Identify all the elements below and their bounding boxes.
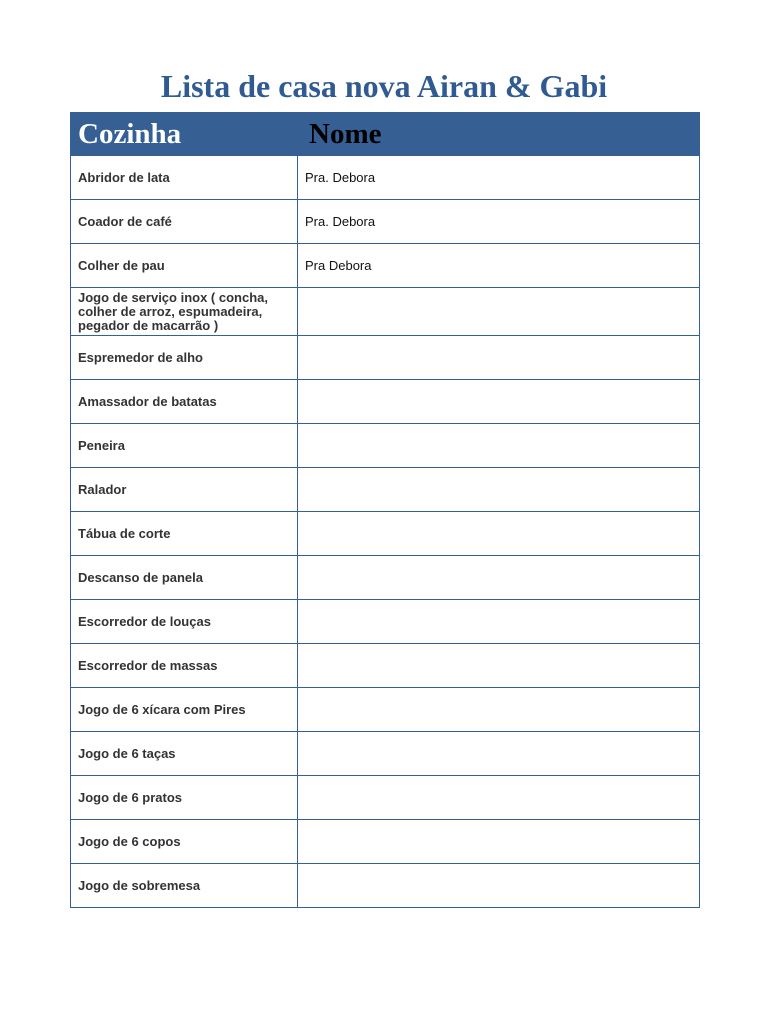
table-row [71,380,700,424]
name-cell[interactable] [298,820,700,864]
table-row [71,244,700,288]
name-cell[interactable] [298,512,700,556]
table-row [71,468,700,512]
table-row [71,688,700,732]
name-cell[interactable]: Pra Debora [298,244,700,288]
table-row [71,732,700,776]
name-cell[interactable] [298,776,700,820]
table-row [71,156,700,200]
name-cell[interactable] [298,424,700,468]
item-cell: Tábua de corte [71,512,298,556]
table-row [71,600,700,644]
item-cell: Jogo de 6 pratos [71,776,298,820]
name-cell[interactable]: Pra. Debora [298,156,700,200]
gift-list-table [70,112,700,908]
item-cell: Jogo de 6 xícara com Pires [71,688,298,732]
name-cell[interactable] [298,556,700,600]
name-cell[interactable] [298,288,700,336]
item-cell: Escorredor de massas [71,644,298,688]
name-cell[interactable] [298,380,700,424]
name-cell[interactable] [298,468,700,512]
name-cell[interactable] [298,644,700,688]
table-row [71,776,700,820]
item-cell: Amassador de batatas [71,380,298,424]
table-row [71,556,700,600]
item-cell: Jogo de 6 taças [71,732,298,776]
item-cell: Abridor de lata [71,156,298,200]
item-cell: Jogo de sobremesa [71,864,298,908]
page-title: Lista de casa nova Airan & Gabi [160,68,608,104]
name-cell[interactable] [298,688,700,732]
item-cell: Escorredor de louças [71,600,298,644]
name-cell[interactable] [298,336,700,380]
table-row [71,424,700,468]
table-row [71,512,700,556]
table-row [71,336,700,380]
table-row [71,288,700,336]
name-cell[interactable] [298,864,700,908]
table-row [71,864,700,908]
item-cell: Coador de café [71,200,298,244]
column-header-nome: Nome [298,113,700,156]
name-cell[interactable] [298,600,700,644]
item-cell: Jogo de serviço inox ( concha, colher de arroz, espumadeira, pegador de macarrão ) [71,288,298,336]
item-cell: Espremedor de alho [71,336,298,380]
name-cell[interactable]: Pra. Debora [298,200,700,244]
table-row [71,200,700,244]
table-row [71,644,700,688]
table-header-row [71,113,700,156]
table-row [71,820,700,864]
name-cell[interactable] [298,732,700,776]
item-cell: Ralador [71,468,298,512]
item-cell: Peneira [71,424,298,468]
item-cell: Colher de pau [71,244,298,288]
item-cell: Descanso de panela [71,556,298,600]
column-header-cozinha: Cozinha [71,113,298,156]
item-cell: Jogo de 6 copos [71,820,298,864]
